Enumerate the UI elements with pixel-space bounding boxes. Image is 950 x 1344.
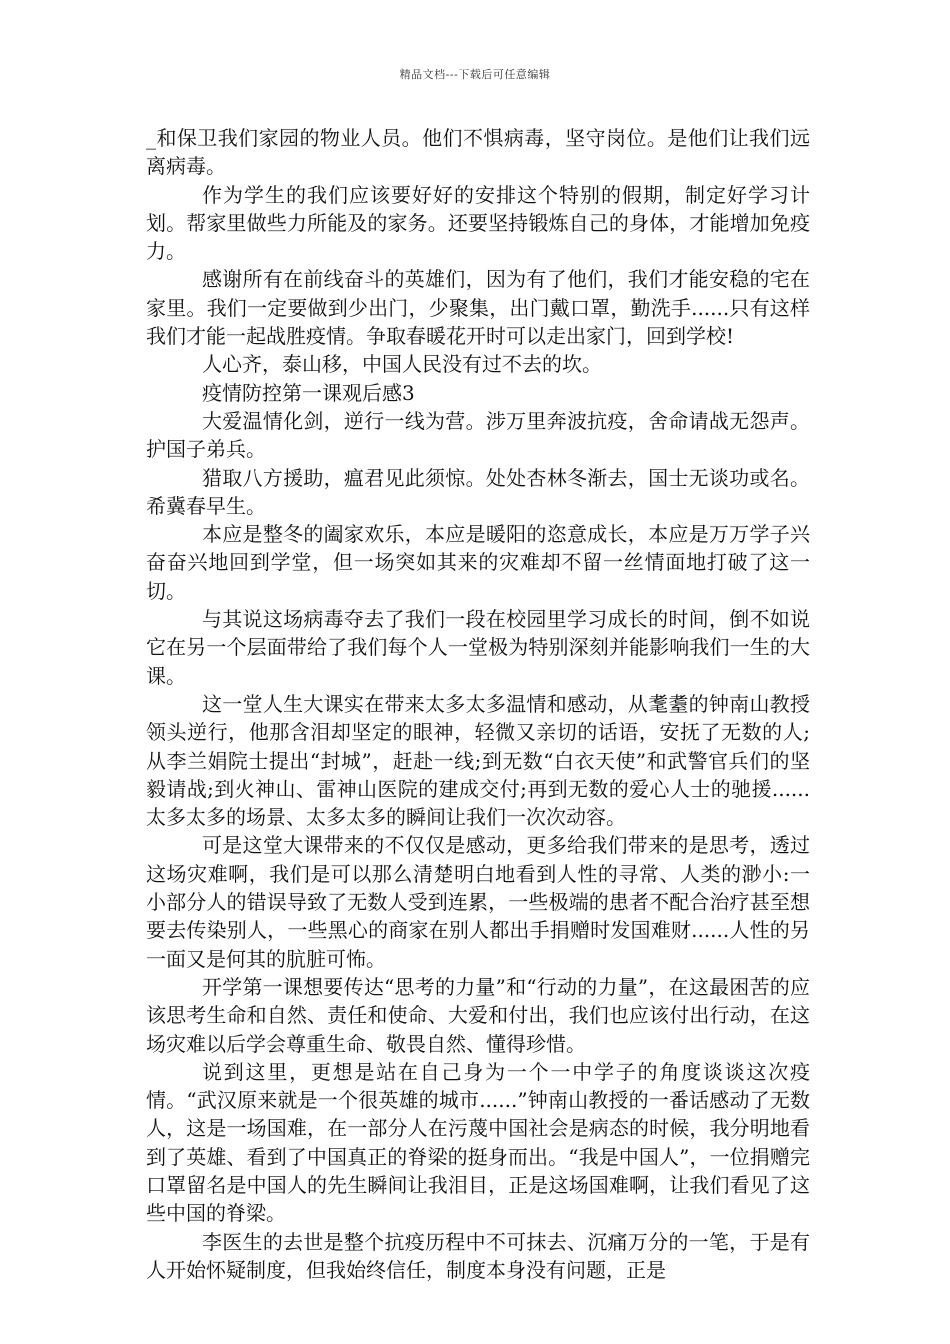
- paragraph: 与其说这场病毒夺去了我们一段在校园里学习成长的时间，倒不如说它在另一个层面带给了我们每个人一堂极为特别深刻并能影响我们一生的大课。: [146, 607, 810, 688]
- paragraph: _和保卫我们家园的物业人员。他们不惧病毒，坚守岗位。是他们让我们远离病毒。: [146, 126, 810, 179]
- paragraph: 作为学生的我们应该要好好的安排这个特别的假期，制定好学习计划。帮家里做些力所能及的家务。还要坚持锻炼自己的身体，才能增加免疫力。: [146, 182, 810, 264]
- paragraph: 开学第一课想要传达“思考的力量”和“行动的力量”，在这最困苦的应该思考生命和自然、责任和使命、大爱和付出，我们也应该付出行动，在这场灾难以后学会尊重生命、敬畏自然、懂得珍惜。: [146, 974, 810, 1056]
- page-header: 精品文档---下载后可任意编辑: [399, 68, 551, 81]
- paragraph: 猎取八方援助，瘟君见此须惊。处处杏林冬渐去，国士无谈功或名。希冀春早生。: [146, 465, 810, 518]
- paragraph: 大爱温情化剑，逆行一线为营。涉万里奔波抗疫，舍命请战无怨声。护国子弟兵。: [146, 408, 810, 462]
- paragraph: 人心齐，泰山移，中国人民没有过不去的坎。: [202, 352, 602, 377]
- paragraph: 可是这堂大课带来的不仅仅是感动，更多给我们带来的是思考，透过这场灾难啊，我们是可以那么清楚明白地看到人性的寻常、人类的渺小:一小部分人的错误导致了无数人受到连累，一些极端的患者不配合治疗甚至想要去传染别人，一些黑心的商家在别人都出手捐赠时发国难财......人性的另一面又是何其的肮脏可怖。: [146, 833, 810, 971]
- paragraph: 这一堂人生大课实在带来太多太多温情和感动，从耄耋的钟南山教授领头逆行，他那含泪却坚定的眼神，轻微又亲切的话语，安抚了无数的人;从李兰娟院士提出“封城”，赶赴一线;到无数“白衣天使”和武警官兵们的坚毅请战;到火神山、雷神山医院的建成交付;再到无数的爱心人士的驰援......太多太多的场景、太多太多的瞬间让我们一次次动容。: [146, 691, 810, 830]
- document-body: [146, 124, 810, 1284]
- paragraph: 感谢所有在前线奋斗的英雄们，因为有了他们，我们才能安稳的宅在家里。我们一定要做到少出门，少聚集，出门戴口罩，勤洗手......只有这样我们才能一起战胜疫情。争取春暖花开时可以走出家门，回到学校!: [146, 267, 810, 349]
- section-title: 疫情防控第一课观后感3: [202, 380, 415, 405]
- paragraph: 说到这里，更想是站在自己身为一个一中学子的角度谈谈这次疫情。“武汉原来就是一个很英雄的城市......”钟南山教授的一番话感动了无数人，这是一场国难，在一部分人在污蔑中国社会是病态的时候，我分明地看到了英雄、看到了中国真正的脊梁的挺身而出。“我是中国人”，一位捐赠完口罩留名是中国人的先生瞬间让我泪目，正是这场国难啊，让我们看见了这些中国的脊梁。: [146, 1059, 810, 1226]
- paragraph: 本应是整冬的阖家欢乐，本应是暖阳的恣意成长，本应是万万学子兴奋奋兴地回到学堂，但一场突如其来的灾难却不留一丝情面地打破了这一切。: [146, 522, 810, 603]
- paragraph: 李医生的去世是整个抗疫历程中不可抹去、沉痛万分的一笔，于是有人开始怀疑制度，但我始终信任，制度本身没有问题，正是: [146, 1229, 810, 1282]
